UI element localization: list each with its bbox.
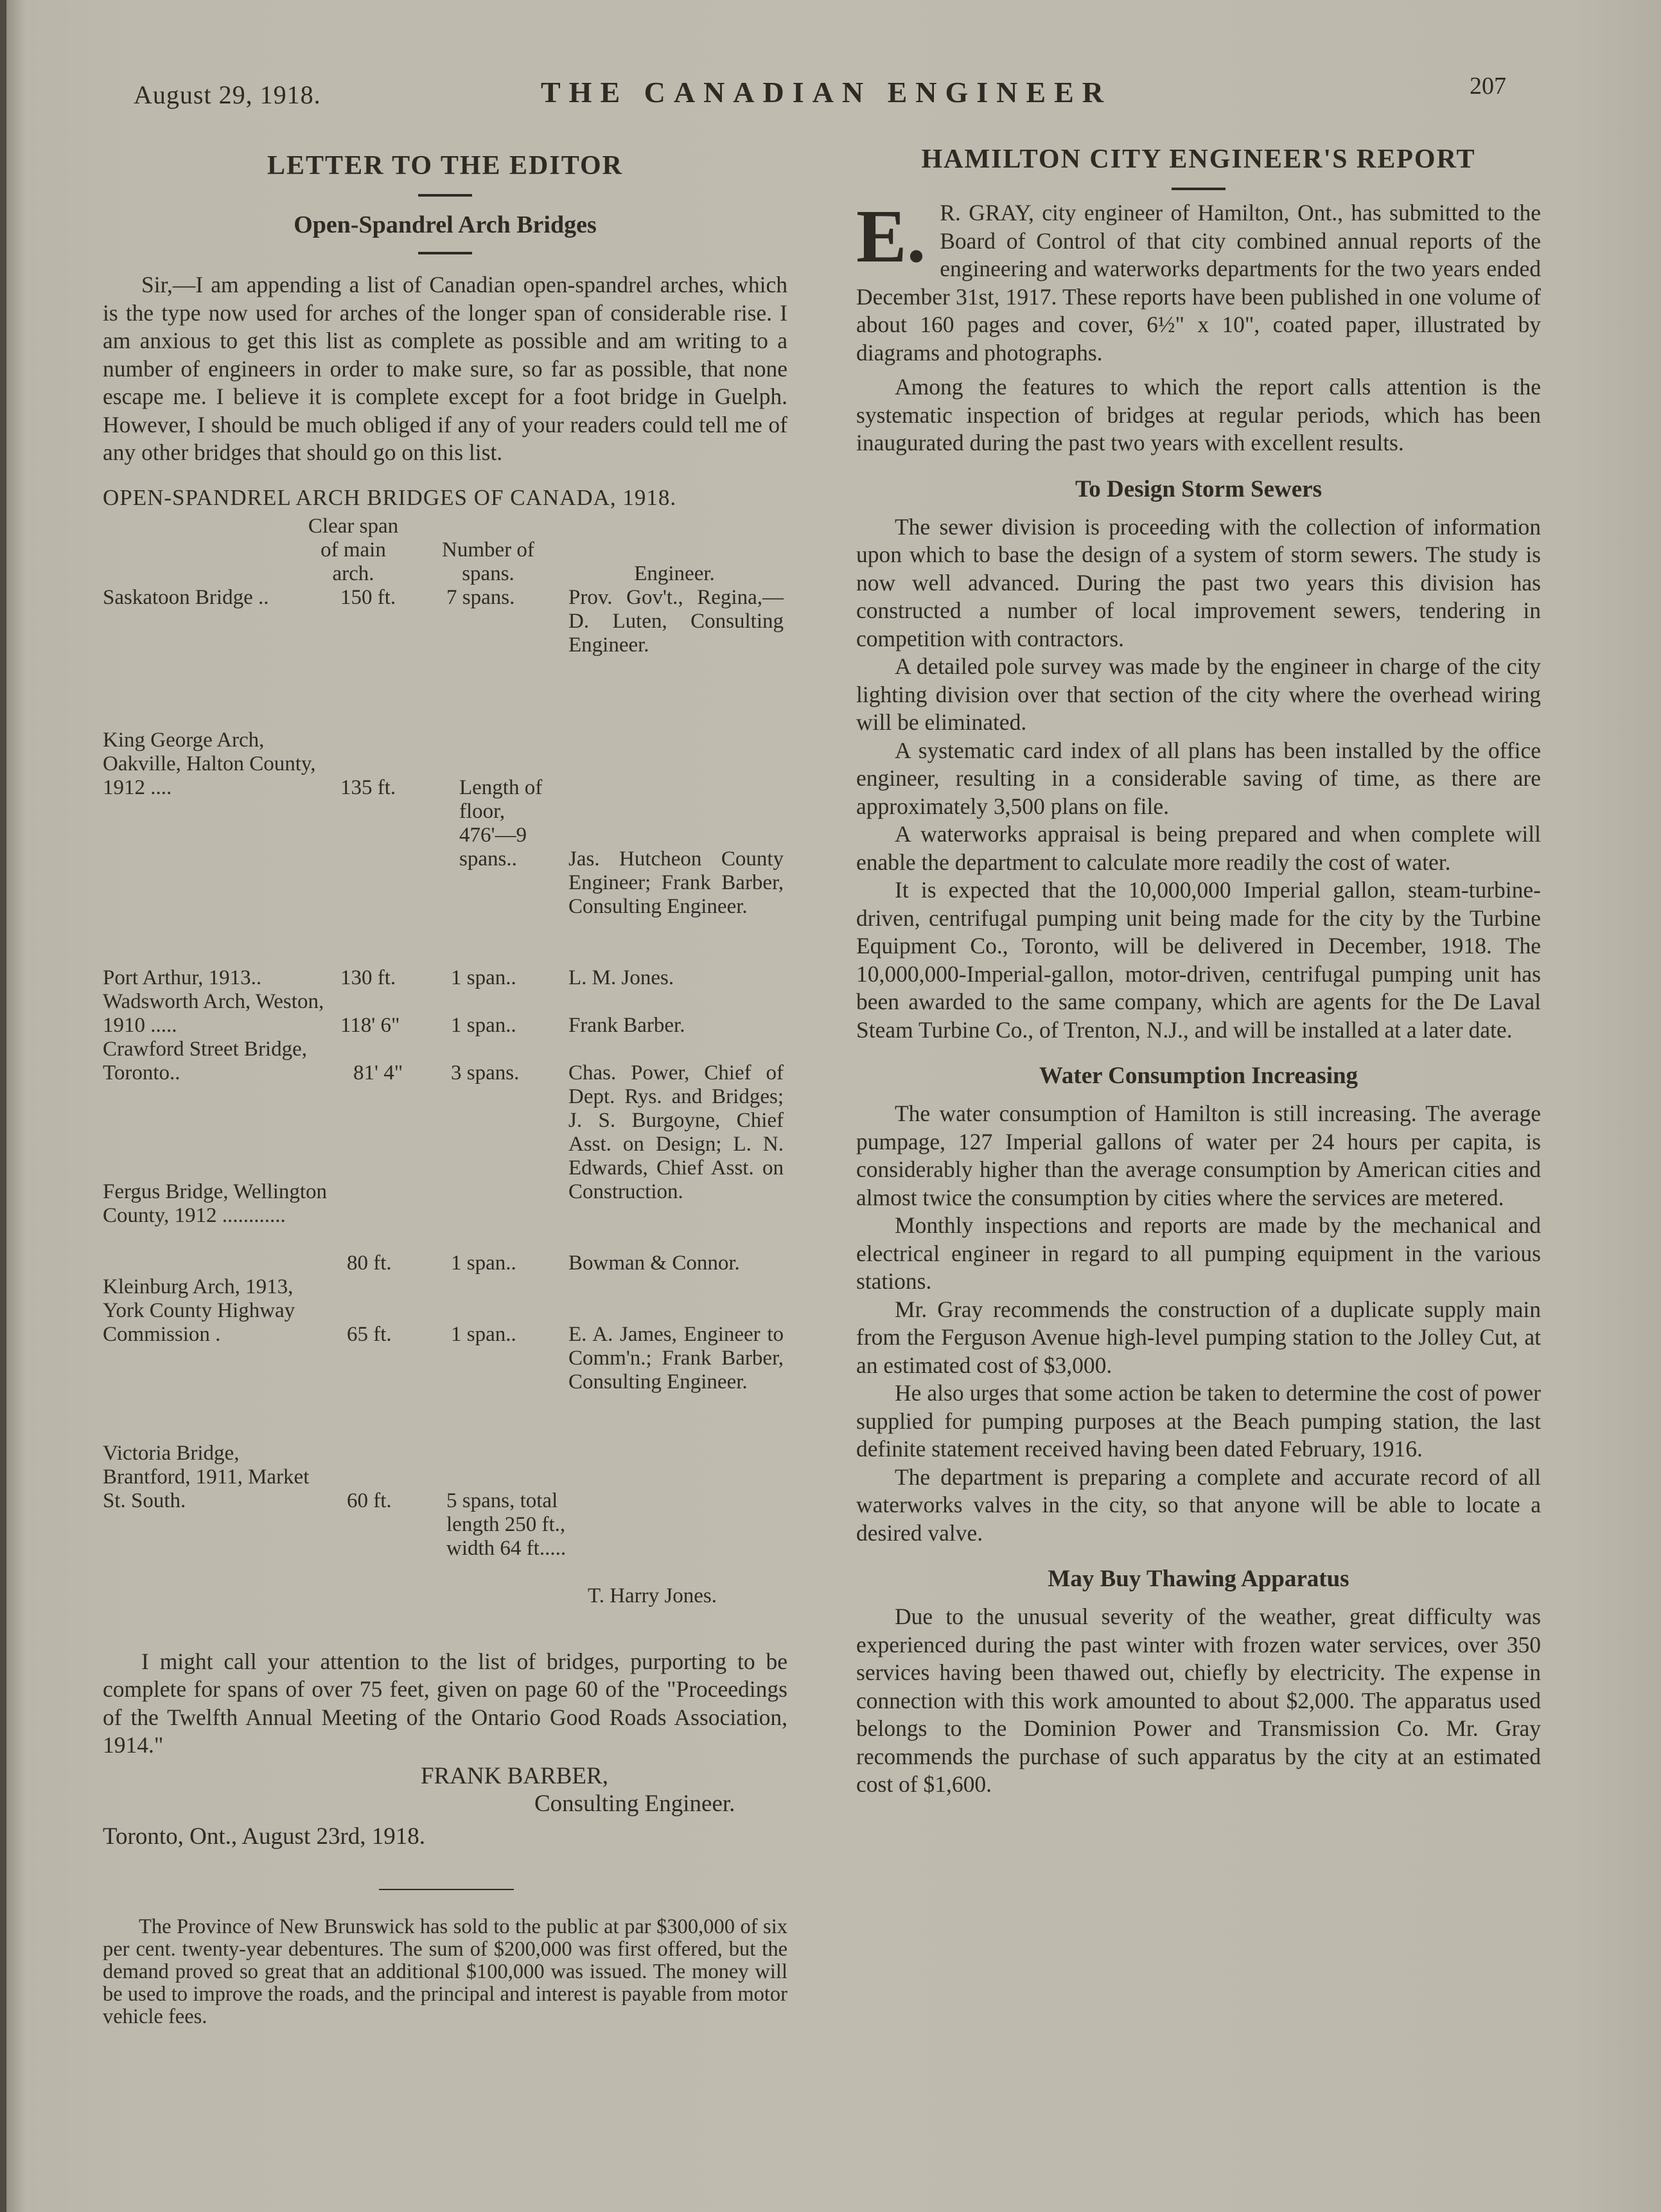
header-engineer: Engineer. — [634, 562, 715, 585]
bridge-spans: Length of floor, 476'—9 spans.. — [459, 775, 543, 871]
bridge-span: 135 ft. — [340, 775, 396, 799]
bridge-spans: 1 span.. — [451, 1013, 516, 1037]
bridge-name: Wadsworth Arch, Weston, 1910 ..... — [103, 989, 324, 1037]
bridge-engineer: T. Harry Jones. — [588, 1584, 717, 1607]
drop-cap: E. — [856, 194, 926, 278]
report-paragraph: A detailed pole survey was made by the engineer in charge of the city lighting division over that section of the city where the overhead wiring will be eliminated. — [856, 653, 1541, 735]
bridge-span: 130 ft. — [340, 966, 396, 989]
report-paragraph: It is expected that the 10,000,000 Imperial gallon, steam-turbine-driven, centrifugal pumping unit being made for the city by the Turbine Equipment Co., Toronto, will be delivered in December, 1918. The 10,000,000-Imperial-gallon, motor-driven, centrifugal pumping unit has been awarded to the same company, which are agents for the De Laval Steam Turbine Co., of Trenton, N.J., and will be installed at a later date. — [856, 877, 1541, 1043]
heading-rule — [418, 194, 472, 197]
report-paragraph: Monthly inspections and reports are made by the mechanical and electrical engineer in regard to all pumping equipment in the various stations. — [856, 1212, 1541, 1294]
bridge-span: 80 ft. — [347, 1251, 392, 1275]
bridge-engineer: Jas. Hutcheon County Engineer; Frank Barber, Consulting Engineer. — [568, 847, 784, 918]
report-intro — [856, 194, 1541, 367]
bridge-span: 60 ft. — [347, 1489, 392, 1512]
bridge-span: 81' 4" — [353, 1061, 403, 1084]
bridge-name: Victoria Bridge, Brantford, 1911, Market St. South. — [103, 1441, 310, 1512]
header-number-of-spans: Number of spans. — [442, 538, 534, 585]
report-paragraph: The department is preparing a complete and accurate record of all waterworks valves in the city, so that anyone will be able to locate a desired valve. — [856, 1464, 1541, 1546]
news-item: The Province of New Brunswick has sold to the public at par $300,000 of six per cent. twenty-year debentures. The sum of $200,000 was first offered, but the demand proved so great that an additional $100,000 was issued. The money will be used to improve the roads, and the principal and interest is payable from motor vehicle fees. — [103, 1915, 787, 2028]
section-title-water-consumption: Water Consumption Increasing — [1039, 1063, 1358, 1089]
report-paragraph: He also urges that some action be taken to determine the cost of power supplied for pumping purposes at the Beach pumping station, the last definite statement received having been dated February, 1916. — [856, 1380, 1541, 1462]
dateline: Toronto, Ont., August 23rd, 1918. — [103, 1823, 426, 1850]
report-paragraph: Due to the unusual severity of the weather, great difficulty was experienced during the past winter with frozen water services, over 350 services having been thawed out, chiefly by electricity. The expense in connection with this work amounted to about $2,000. The apparatus used belongs to the Dominion Power and Transmission Co. Mr. Gray recommends the purchase of such apparatus by the city at an estimated cost of $1,600. — [856, 1604, 1541, 1797]
report-paragraph: R. GRAY, city engineer of Hamilton, Ont., has submitted to the Board of Control of that city combined annual reports of the engineering and waterworks departments for the two years ended December 31st, 1917. These reports have been published in one volume of about 160 pages and cover, 6½" x 10", coated paper, illustrated by diagrams and photographs. — [856, 200, 1541, 366]
bridge-engineer: Chas. Power, Chief of Dept. Rys. and Bridges; J. S. Burgoyne, Chief Asst. on Design; L. N. Edwards, Chief Asst. on Construction. — [568, 1061, 784, 1203]
section-title-storm-sewers: To Design Storm Sewers — [1075, 475, 1323, 502]
right-column — [856, 143, 1541, 1799]
bridge-engineer: L. M. Jones. — [568, 966, 674, 989]
bridge-name: Kleinburg Arch, 1913, York County Highway Commission . — [103, 1275, 295, 1346]
bridge-span: 118' 6" — [340, 1013, 400, 1037]
signer-name: FRANK BARBER, — [421, 1762, 608, 1789]
letter-intro: Sir,—I am appending a list of Canadian open-spandrel arches, which is the type now used for arches of the longer span of considerable rise. I am anxious to get this list as complete as possible and am writing to a number of engineers in order to make sure, so far as possible, that none escape me. I believe it is complete except for a foot bridge in Guelph. However, I should be much obliged if any of your readers could tell me of any other bridges that should go on this list. — [103, 272, 787, 465]
report-paragraph: Mr. Gray recommends the construction of a duplicate supply main from the Ferguson Avenue high-level pumping station to the Jolley Cut, at an estimated cost of $3,000. — [856, 1296, 1541, 1378]
bridge-spans: 1 span.. — [451, 966, 516, 989]
bridge-name: Crawford Street Bridge, Toronto.. — [103, 1037, 307, 1084]
header-clear-span: Clear span of main arch. — [308, 514, 399, 585]
bridge-spans: 7 spans. — [446, 585, 515, 609]
bridge-table — [103, 515, 787, 1645]
report-heading-rule — [1172, 188, 1226, 190]
bridge-spans: 1 span.. — [451, 1322, 516, 1346]
report-paragraph: A systematic card index of all plans has been installed by the office engineer, resulting in a considerable saving of time, as there are approximately 3,500 plans on file. — [856, 737, 1541, 819]
report-paragraph: The water consumption of Hamilton is still increasing. The average pumpage, 127 Imperial gallons of water per 24 hours per capita, is considerably higher than the average consumption by American cities and almost twice the consumption by cities where the services are metered. — [856, 1101, 1541, 1210]
bridge-engineer: Bowman & Connor. — [568, 1251, 740, 1275]
bridge-spans: 5 spans, total length 250 ft., width 64 ft..... — [446, 1489, 567, 1560]
signer-title: Consulting Engineer. — [534, 1790, 735, 1817]
report-heading: HAMILTON CITY ENGINEER'S REPORT — [921, 145, 1476, 174]
bridge-engineer: Prov. Gov't., Regina,—D. Luten, Consulting Engineer. — [568, 585, 784, 657]
report-paragraph: A waterworks appraisal is being prepared and when complete will enable the department to calculate more readily the cost of water. — [856, 821, 1541, 875]
bridge-name: Fergus Bridge, Wellington County, 1912 ............ — [103, 1180, 328, 1227]
letter-closing: I might call your attention to the list of bridges, purporting to be complete for spans of over 75 feet, given on page 60 of the "Proceedings of the Twelfth Annual Meeting of the Ontario Good Roads Association, 1914." — [103, 1648, 787, 1758]
report-paragraph: The sewer division is proceeding with the collection of information upon which to base the design of a system of storm sewers. The study is now well advanced. During the past two years this division has constructed a number of local improvement sewers, tendering in competition with contractors. — [856, 513, 1541, 651]
letter-heading: LETTER TO THE EDITOR — [267, 151, 623, 181]
issue-date: August 29, 1918. — [134, 80, 321, 109]
bridge-engineer: E. A. James, Engineer to Comm'n.; Frank Barber, Consulting Engineer. — [568, 1322, 784, 1394]
subheading-rule — [418, 252, 472, 254]
letter-subheading: Open-Spandrel Arch Bridges — [294, 211, 597, 238]
bridge-span: 150 ft. — [340, 585, 396, 609]
running-head — [0, 72, 1661, 111]
bridge-name: Port Arthur, 1913.. — [103, 966, 262, 989]
table-title: OPEN-SPANDREL ARCH BRIDGES OF CANADA, 1918. — [103, 484, 677, 510]
binding-crease — [0, 0, 6, 2212]
section-divider — [379, 1889, 514, 1890]
bridge-spans: 3 spans. — [451, 1061, 520, 1084]
left-column — [103, 143, 787, 2028]
bridge-name: King George Arch, Oakville, Halton County, 1912 .... — [103, 728, 316, 799]
page-number: 207 — [1470, 73, 1506, 100]
bridge-name: Saskatoon Bridge .. — [103, 585, 269, 609]
journal-title: THE CANADIAN ENGINEER — [541, 76, 1112, 109]
report-paragraph: Among the features to which the report calls attention is the systematic inspection of bridges at regular periods, which has been inaugurated during the past two years with excellent results. — [856, 374, 1541, 456]
bridge-engineer: Frank Barber. — [568, 1013, 685, 1037]
bridge-spans: 1 span.. — [451, 1251, 516, 1275]
section-title-thawing-apparatus: May Buy Thawing Apparatus — [1048, 1566, 1349, 1592]
bridge-span: 65 ft. — [347, 1322, 392, 1346]
